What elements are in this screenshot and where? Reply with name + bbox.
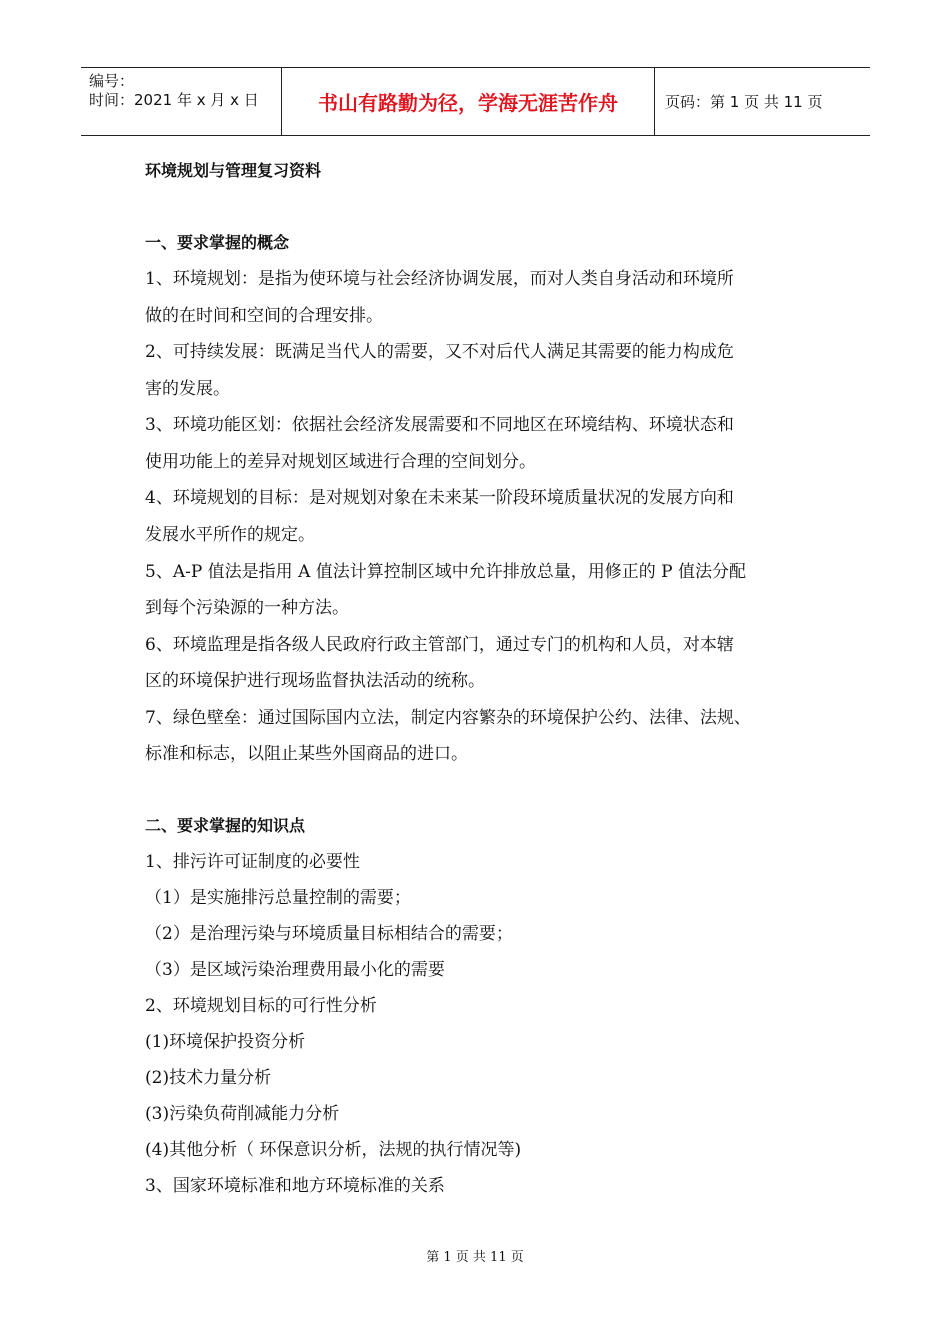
- paragraph-line: （1）是实施排污总量控制的需要；: [145, 888, 411, 908]
- paragraph-line: 标准和标志，以阻止某些外国商品的进口。: [145, 744, 468, 764]
- paragraph-line: 2、可持续发展：既满足当代人的需要，又不对后代人满足其需要的能力构成危: [145, 342, 734, 362]
- paragraph-line: 发展水平所作的规定。: [145, 525, 315, 545]
- paragraph-line: 4、环境规划的目标：是对规划对象在未来某一阶段环境质量状况的发展方向和: [145, 488, 734, 508]
- paragraph-line: 6、环境监理是指各级人民政府行政主管部门，通过专门的机构和人员，对本辖: [145, 635, 734, 655]
- paragraph-line: 1、环境规划：是指为使环境与社会经济协调发展，而对人类自身活动和环境所: [145, 269, 734, 289]
- paragraph-line: 7、绿色壁垒：通过国际国内立法，制定内容繁杂的环境保护公约、法律、法规、: [145, 708, 751, 728]
- paragraph-line: (4)其他分析（ 环保意识分析，法规的执行情况等): [145, 1140, 522, 1160]
- section-heading-knowledge: 二、要求掌握的知识点: [145, 816, 306, 835]
- paragraph-line: 到每个污染源的一种方法。: [145, 598, 349, 618]
- paragraph-line: (1)环境保护投资分析: [145, 1032, 306, 1052]
- paragraph-line: 区的环境保护进行现场监督执法活动的统称。: [145, 671, 485, 691]
- page-footer: 第 1 页 共 11 页: [426, 1250, 524, 1265]
- paragraph-line: (2)技术力量分析: [145, 1068, 272, 1088]
- page-header: [81, 67, 870, 136]
- section-heading-concepts: 一、要求掌握的概念: [145, 233, 290, 252]
- paragraph-line: 做的在时间和空间的合理安排。: [145, 306, 383, 326]
- paragraph-line: (3)污染负荷削减能力分析: [145, 1104, 340, 1124]
- header-page-info: 页码：第 1 页 共 11 页: [665, 93, 823, 111]
- paragraph-line: 5、A-P 值法是指用 A 值法计算控制区域中允许排放总量，用修正的 P 值法分配: [145, 562, 747, 582]
- paragraph-line: 2、环境规划目标的可行性分析: [145, 996, 377, 1016]
- paragraph-line: 使用功能上的差异对规划区域进行合理的空间划分。: [145, 452, 536, 472]
- header-motto: 书山有路勤为径，学海无涯苦作舟: [282, 68, 655, 135]
- date-label: 时间：2021 年 x 月 x 日: [89, 91, 259, 109]
- paragraph-line: 1、排污许可证制度的必要性: [145, 852, 360, 872]
- paragraph-line: 3、国家环境标准和地方环境标准的关系: [145, 1176, 445, 1196]
- paragraph-line: 害的发展。: [145, 379, 230, 399]
- paragraph-line: 3、环境功能区划：依据社会经济发展需要和不同地区在环境结构、环境状态和: [145, 415, 734, 435]
- paragraph-line: （2）是治理污染与环境质量目标相结合的需要；: [145, 924, 513, 944]
- document-title: 环境规划与管理复习资料: [145, 161, 322, 180]
- paragraph-line: （3）是区域污染治理费用最小化的需要: [145, 960, 445, 980]
- number-label: 编号：: [89, 72, 135, 90]
- header-meta: [81, 68, 282, 135]
